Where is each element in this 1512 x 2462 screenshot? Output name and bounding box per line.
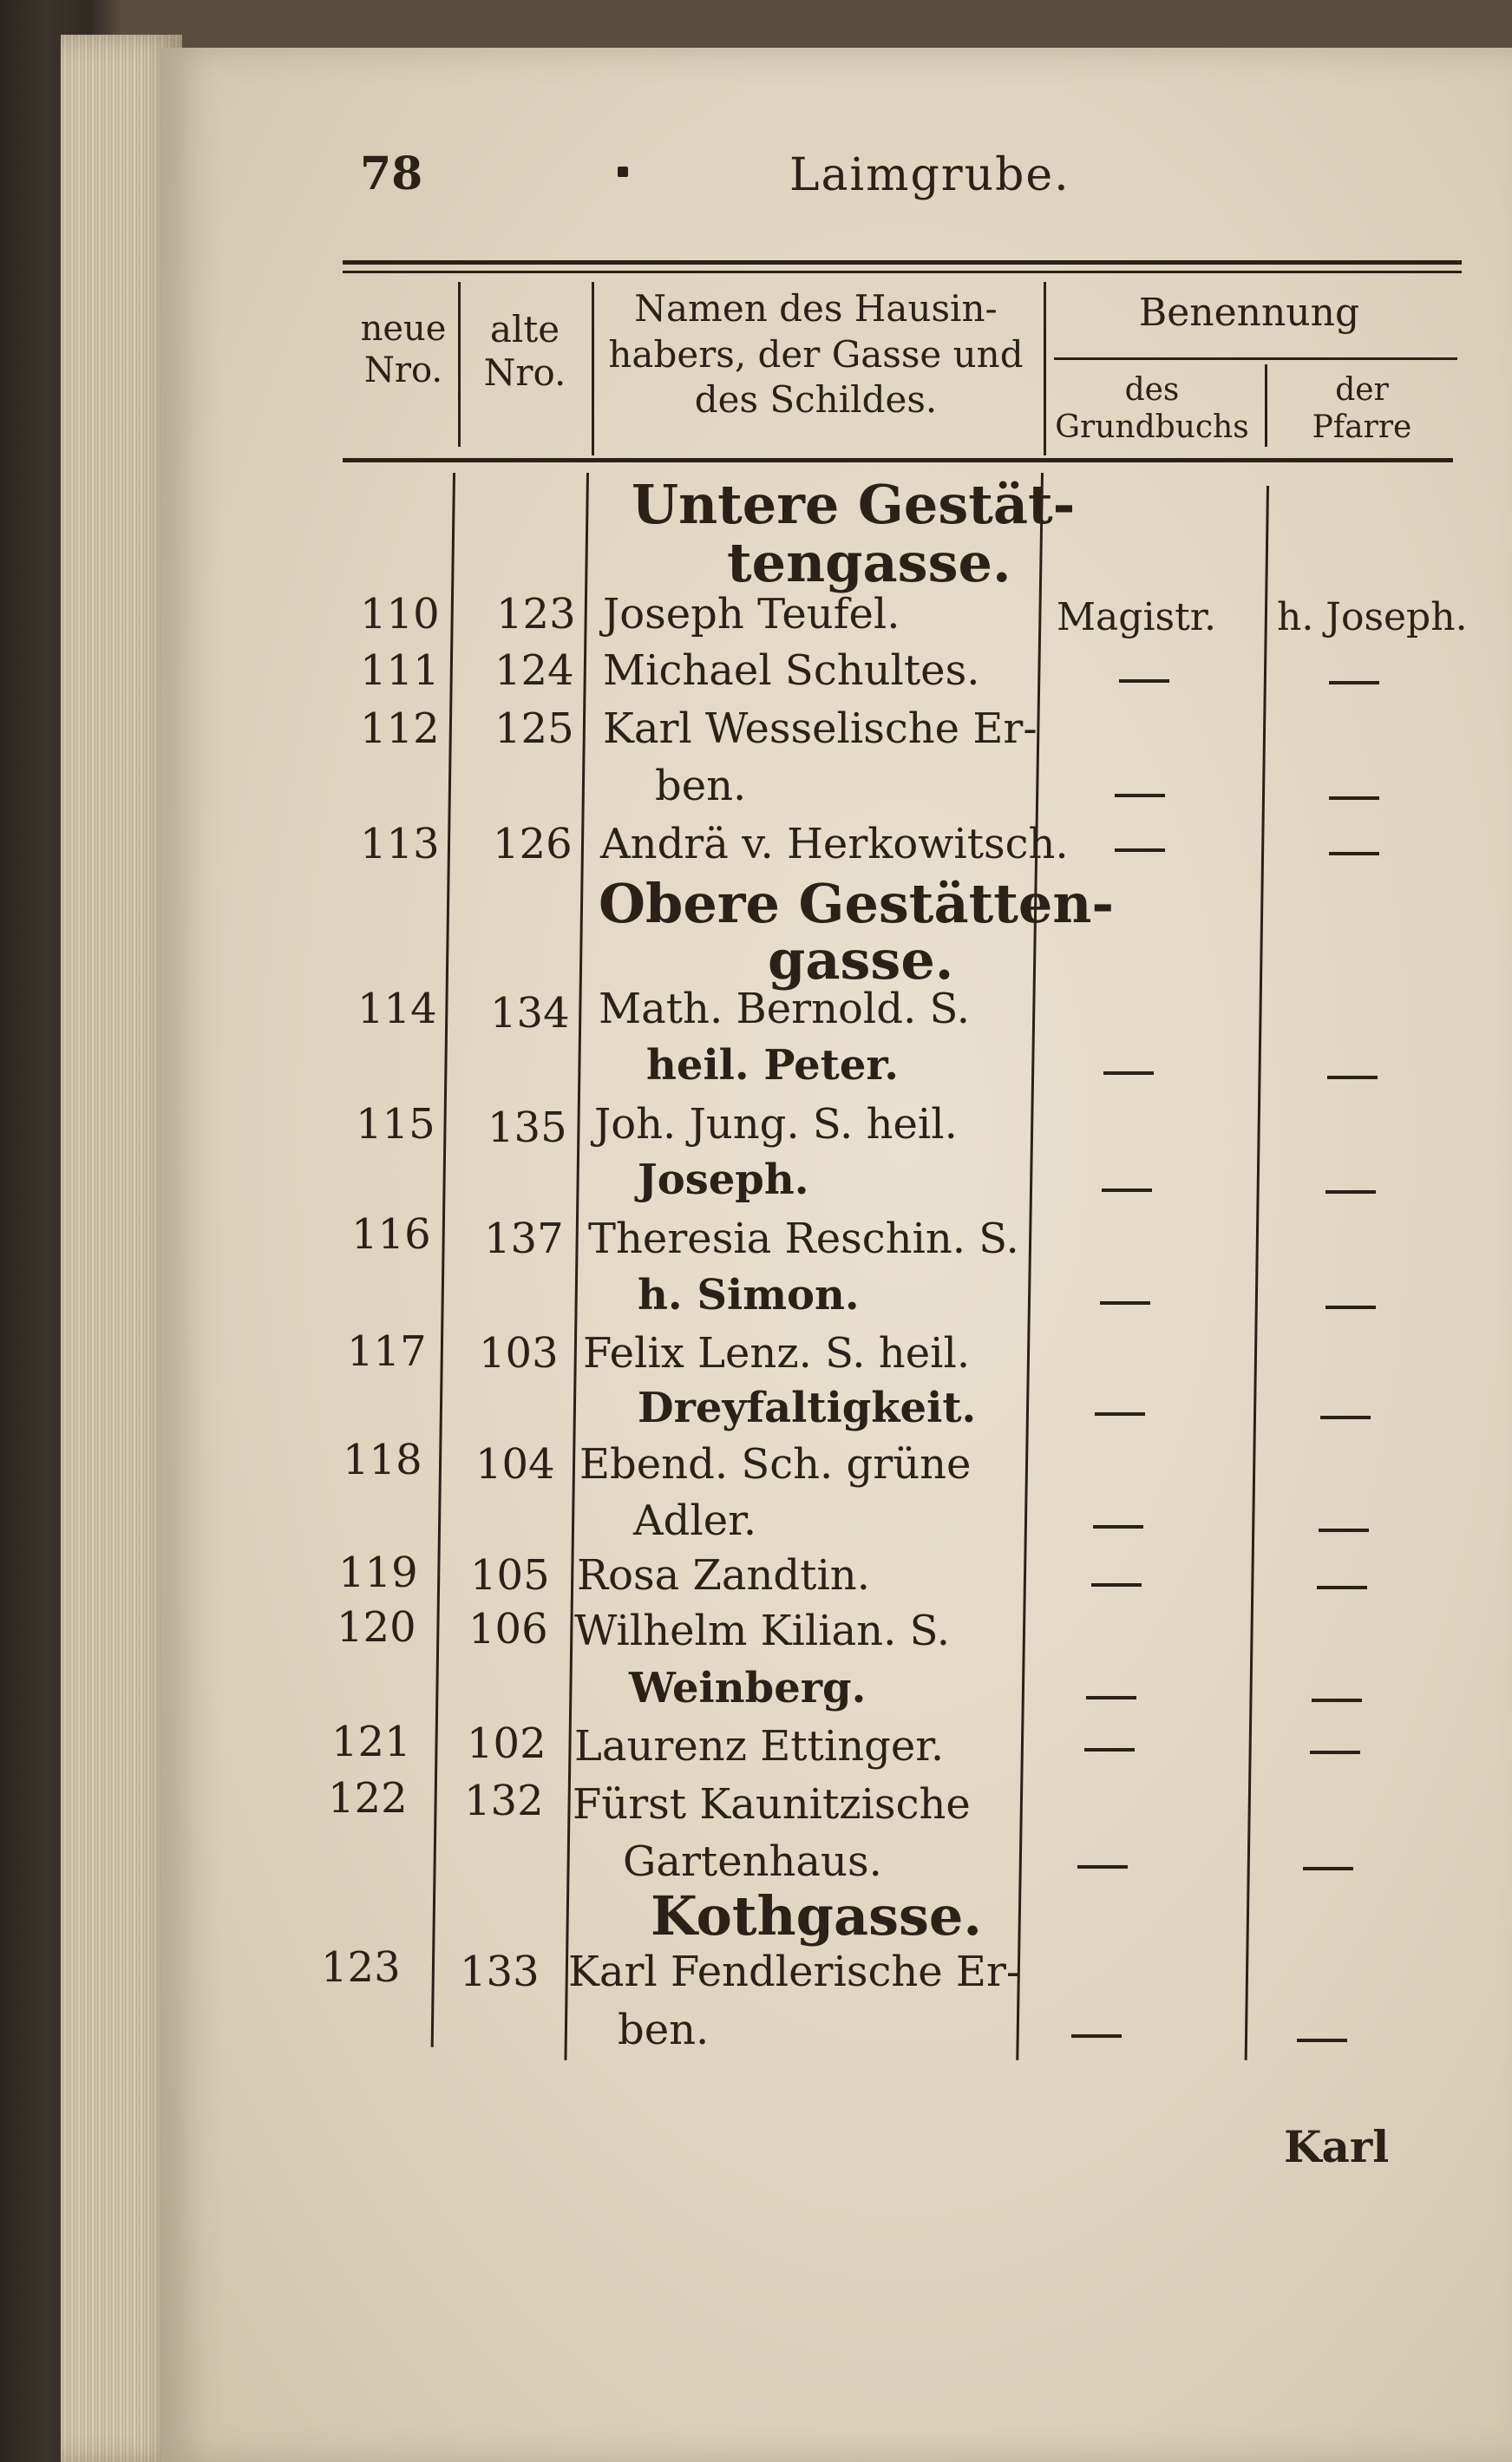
row-neu: 120 [337,1603,416,1652]
row-alt: 124 [494,646,574,695]
row-name-cont: Gartenhaus. [623,1837,882,1886]
header-pfarre: der Pfarre [1312,372,1412,446]
ditto-dash [1095,1412,1145,1416]
ditto-dash [1093,1525,1143,1529]
ditto-dash [1297,2039,1347,2042]
ditto-dash [1325,1190,1376,1194]
row-neu: 121 [331,1718,411,1766]
row-name: Andrä v. Herkowitsch. [600,820,1069,868]
ditto-dash [1102,1188,1152,1192]
row-alt: 137 [484,1215,564,1263]
row-name: Michael Schultes. [603,646,980,695]
row-pfarre: h. Joseph. [1277,595,1468,639]
row-neu: 112 [360,704,440,753]
row-neu: 111 [360,646,440,695]
row-neu: 122 [328,1774,408,1823]
ditto-dash [1084,1748,1135,1752]
row-name-cont: ben. [655,762,747,810]
row-neu: 123 [321,1943,401,1992]
ditto-dash [1310,1751,1360,1754]
section-heading-cont: gasse. [768,928,954,992]
row-name: Felix Lenz. S. heil. [583,1329,971,1378]
ditto-dash [1329,852,1379,855]
row-name: Laurenz Ettinger. [574,1722,945,1771]
header-rule-bottom [343,458,1453,462]
ditto-dash [1071,2034,1122,2038]
header-namen: Namen des Hausin- habers, der Gasse und des Schildes. [608,287,1024,421]
row-alt: 106 [468,1605,548,1653]
ditto-dash [1320,1416,1371,1419]
row-alt: 134 [490,989,570,1038]
ditto-dash [1317,1586,1367,1589]
ditto-dash [1329,796,1379,800]
header-ornament [618,167,628,177]
row-grundbuch: Magistr. [1057,595,1216,639]
row-neu: 114 [357,985,437,1033]
row-name-cont: ben. [618,2006,710,2054]
row-name-cont: heil. Peter. [646,1041,899,1090]
row-name: Joseph Teufel. [603,590,900,638]
header-benennung: Benennung [1138,291,1360,335]
ditto-dash [1115,794,1165,797]
row-name: Rosa Zandtin. [577,1551,870,1600]
row-alt: 126 [493,820,573,868]
row-alt: 125 [494,704,574,753]
row-neu: 116 [351,1210,431,1259]
row-alt: 104 [475,1440,555,1489]
row-name-cont: Weinberg. [629,1664,867,1712]
row-neu: 117 [347,1327,427,1376]
row-name: Ebend. Sch. grüne [579,1440,972,1489]
row-neu: 119 [338,1549,418,1597]
row-name: Math. Bernold. S. [599,985,970,1033]
header-rule-top-thin [343,271,1462,273]
ditto-dash [1327,1076,1378,1079]
row-alt: 105 [470,1551,550,1600]
row-name: Theresia Reschin. S. [588,1215,1019,1263]
header-divider-1 [458,282,461,447]
header-divider-3 [1044,282,1046,455]
row-alt: 102 [467,1719,547,1768]
ditto-dash [1303,1867,1353,1870]
row-alt: 135 [488,1103,567,1152]
row-alt: 103 [479,1329,559,1378]
catchword: Karl [1284,2121,1390,2172]
section-heading: Untere Gestät- [632,473,1076,536]
header-neue-nro: neue Nro. [360,309,447,390]
row-neu: 113 [360,820,440,868]
row-name: Karl Wesselische Er- [603,704,1037,753]
header-benennung-rule [1054,357,1457,360]
row-alt: 133 [460,1948,540,1996]
ditto-dash [1077,1865,1128,1869]
ditto-dash [1100,1301,1150,1305]
row-name-cont: Adler. [633,1496,757,1545]
row-name: Karl Fendlerische Er- [568,1948,1021,1996]
row-alt: 123 [496,590,576,638]
page-number: 78 [360,147,423,200]
ditto-dash [1329,681,1379,684]
ditto-dash [1091,1583,1142,1587]
header-divider-4 [1265,364,1267,447]
header-rule-top [343,260,1462,265]
row-neu: 110 [360,590,440,638]
header-divider-2 [592,282,594,455]
ditto-dash [1115,848,1165,852]
section-heading-cont: tengasse. [727,531,1011,594]
header-grundbuch: des Grundbuchs [1055,372,1249,446]
ditto-dash [1103,1071,1154,1075]
row-neu: 115 [356,1100,435,1149]
row-name: Fürst Kaunitzische [573,1780,971,1829]
ditto-dash [1119,679,1169,683]
ditto-dash [1319,1529,1369,1532]
row-neu: 118 [343,1436,422,1484]
row-alt: 132 [464,1777,544,1825]
section-heading: Obere Gestätten- [599,872,1115,935]
section-heading: Kothgasse. [651,1884,982,1948]
ditto-dash [1325,1306,1376,1309]
header-alte-nro: alte Nro. [483,308,566,395]
row-name-cont: Dreyfaltigkeit. [638,1384,977,1432]
page-title: Laimgrube. [789,149,1070,201]
row-name: Wilhelm Kilian. S. [574,1607,951,1655]
row-name: Joh. Jung. S. heil. [594,1100,958,1149]
ditto-dash [1086,1696,1136,1699]
row-name-cont: h. Simon. [638,1271,860,1319]
ditto-dash [1312,1699,1362,1702]
row-name-cont: Joseph. [638,1156,809,1204]
